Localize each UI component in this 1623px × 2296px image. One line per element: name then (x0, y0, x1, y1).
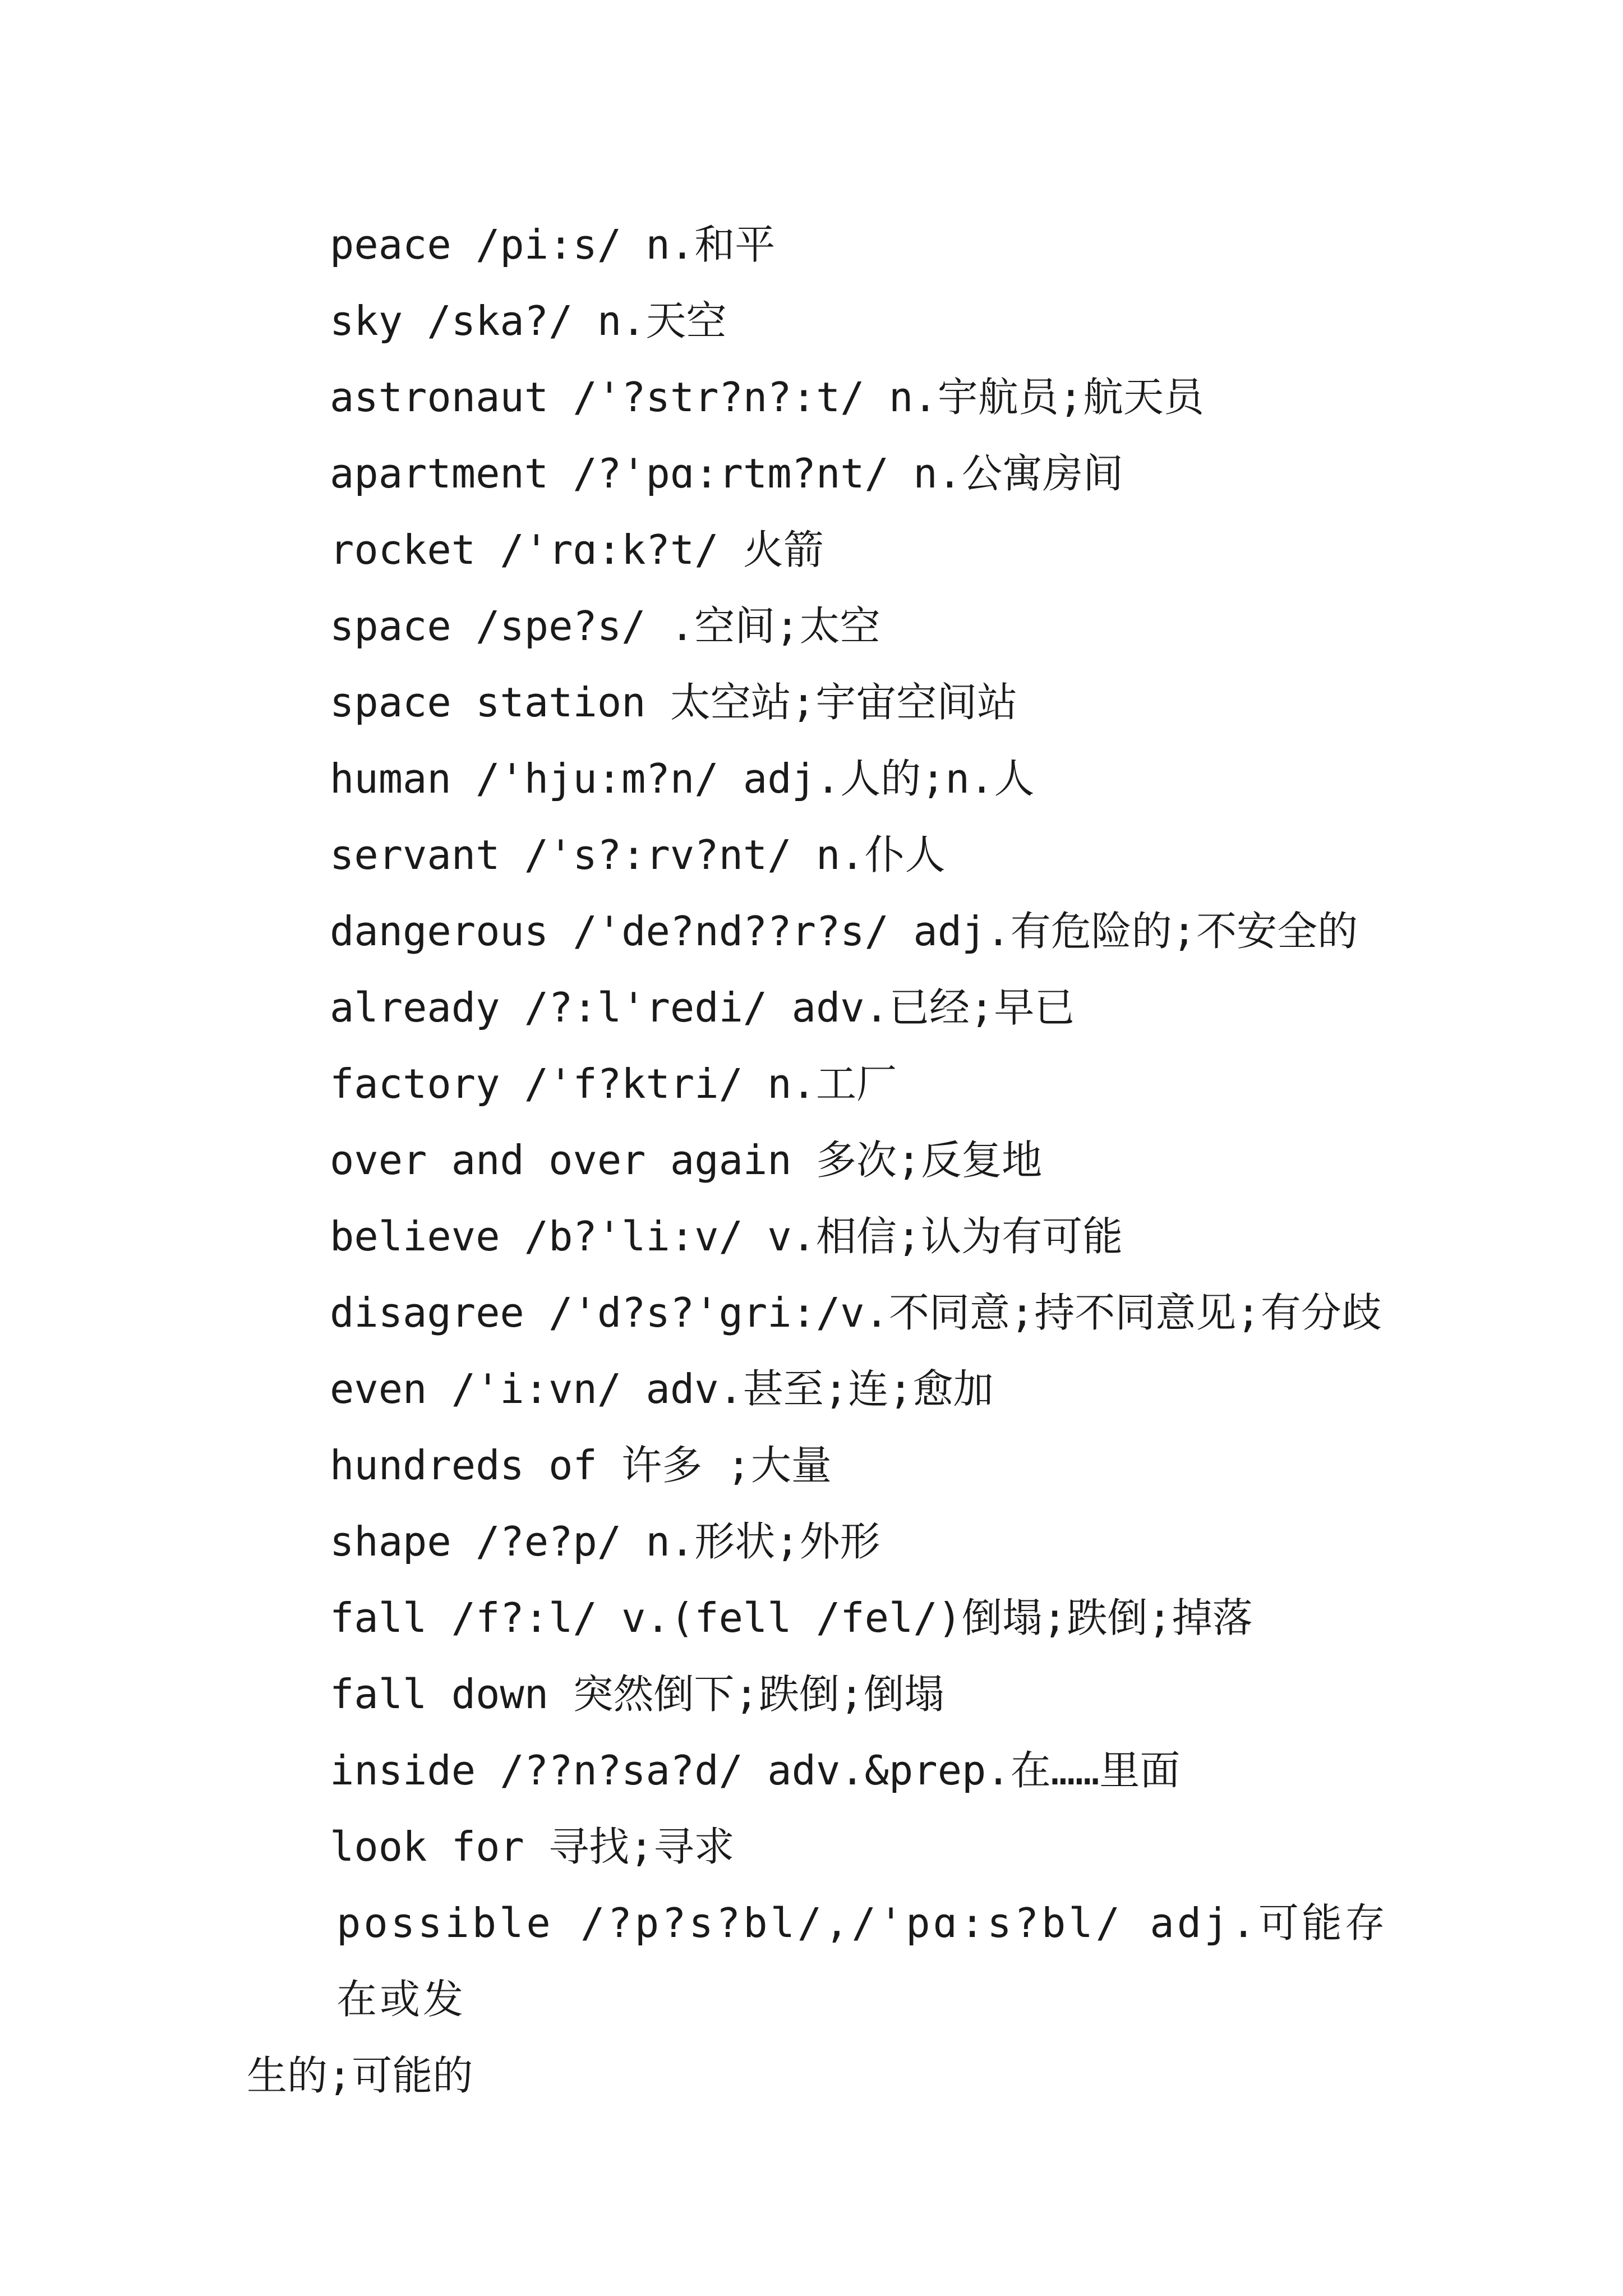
vocab-entry-possible-line1: possible /?p?s?bl/,/'pɑ:s?bl/ adj.可能存在或发 (336, 1899, 1388, 2023)
vocab-entry-dangerous: dangerous /'de?nd??r?s/ adj.有危险的;不安全的 (330, 908, 1358, 955)
vocab-entry-astronaut: astronaut /'?str?n?:t/ n.宇航员;航天员 (330, 374, 1205, 421)
vocab-entry-shape: shape /?e?p/ n.形状;外形 (330, 1518, 880, 1565)
vocab-entry-space-station: space station 太空站;宇宙空间站 (330, 679, 1018, 726)
vocab-entry-human: human /'hju:m?n/ adj.人的;n.人 (330, 755, 1035, 802)
vocab-entry-fall: fall /f?:l/ v.(fell /fel/)倒塌;跌倒;掉落 (330, 1594, 1253, 1641)
vocab-entry-inside: inside /??n?sa?d/ adv.&prep.在……里面 (330, 1747, 1181, 1794)
vocab-entry-rocket: rocket /'rɑ:k?t/ 火箭 (330, 526, 824, 573)
vocab-entry-sky: sky /ska?/ n.天空 (330, 297, 727, 344)
vocab-entry-space: space /spe?s/ .空间;太空 (330, 602, 880, 650)
vocab-entry-look-for: look for 寻找;寻求 (330, 1823, 735, 1870)
vocab-entry-even: even /'i:vn/ adv.甚至;连;愈加 (330, 1365, 994, 1412)
vocab-entry-apartment: apartment /?'pɑ:rtm?nt/ n.公寓房间 (330, 450, 1124, 497)
vocab-entry-fall-down: fall down 突然倒下;跌倒;倒塌 (330, 1671, 945, 1718)
vocab-entry-possible (247, 1885, 1424, 2114)
vocab-entry-over-and-over-again: over and over again 多次;反复地 (330, 1137, 1043, 1184)
vocab-entry-believe: believe /b?'li:v/ v.相信;认为有可能 (330, 1213, 1123, 1260)
vocabulary-list (247, 206, 1424, 2114)
vocab-entry-already: already /?:l'redi/ adv.已经;早已 (330, 984, 1075, 1031)
vocab-entry-disagree: disagree /'d?s?'gri:/v.不同意;持不同意见;有分歧 (330, 1289, 1382, 1336)
vocab-entry-servant: servant /'s?:rv?nt/ n.仆人 (330, 831, 946, 878)
vocab-entry-peace: peace /pi:s/ n.和平 (330, 221, 776, 268)
vocab-entry-possible-line2: 生的;可能的 (247, 2052, 473, 2099)
vocab-entry-hundreds-of: hundreds of 许多 ;大量 (330, 1442, 832, 1489)
vocab-entry-factory: factory /'f?ktri/ n.工厂 (330, 1060, 897, 1107)
